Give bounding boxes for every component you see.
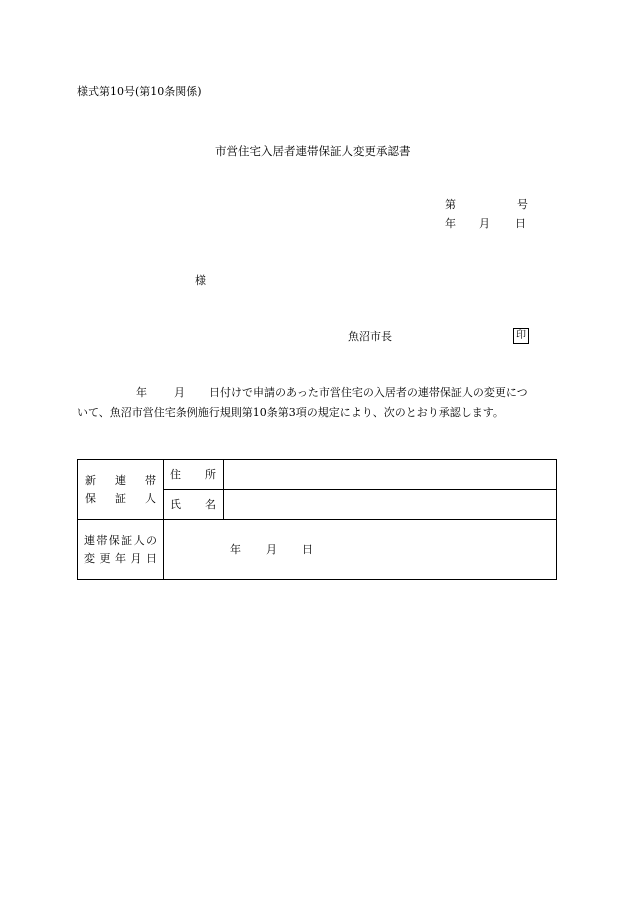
body-line-2: いて、魚沼市営住宅条例施行規則第10条第3項の規定により、次のとおり承認します。 [77, 406, 504, 419]
change-date-field[interactable] [164, 520, 557, 580]
issue-date-month: 月 [479, 217, 490, 230]
change-date-year: 年 [230, 543, 241, 556]
issue-date-day: 日 [515, 217, 526, 230]
document-title: 市営住宅入居者連帯保証人変更承認書 [215, 144, 411, 158]
body-year: 年 [136, 386, 147, 399]
body-month: 月 [174, 386, 185, 399]
name-label: 氏 名 [164, 490, 224, 520]
change-date-label-line1: 連 帯 保 証 人 の [84, 533, 157, 547]
form-number: 様式第10号(第10条関係) [77, 85, 202, 98]
new-guarantor-label [78, 460, 164, 520]
change-date-label-line2: 変 更 年 月 日 [84, 551, 157, 565]
addressee-honorific: 様 [195, 274, 206, 287]
change-date-label [78, 520, 164, 580]
name-field[interactable] [224, 490, 557, 520]
change-date-day: 日 [302, 543, 313, 556]
body-line-1 [136, 386, 528, 400]
new-guarantor-label-line1: 新 連 帯 [85, 473, 156, 487]
seal-mark: 印 [513, 328, 529, 344]
table-row [78, 460, 557, 490]
issuer-name: 魚沼市長 [348, 330, 392, 343]
address-field[interactable] [224, 460, 557, 490]
new-guarantor-label-line2: 保 証 人 [85, 491, 156, 505]
number-prefix: 第 [445, 198, 456, 211]
number-suffix: 号 [517, 198, 528, 211]
issue-date-year: 年 [445, 217, 456, 230]
address-label: 住 所 [164, 460, 224, 490]
body-line-1-text: 日付けで申請のあった市営住宅の入居者の連帯保証人の変更につ [209, 386, 528, 399]
guarantor-table [77, 459, 557, 580]
table-row [78, 520, 557, 580]
change-date-month: 月 [266, 543, 277, 556]
